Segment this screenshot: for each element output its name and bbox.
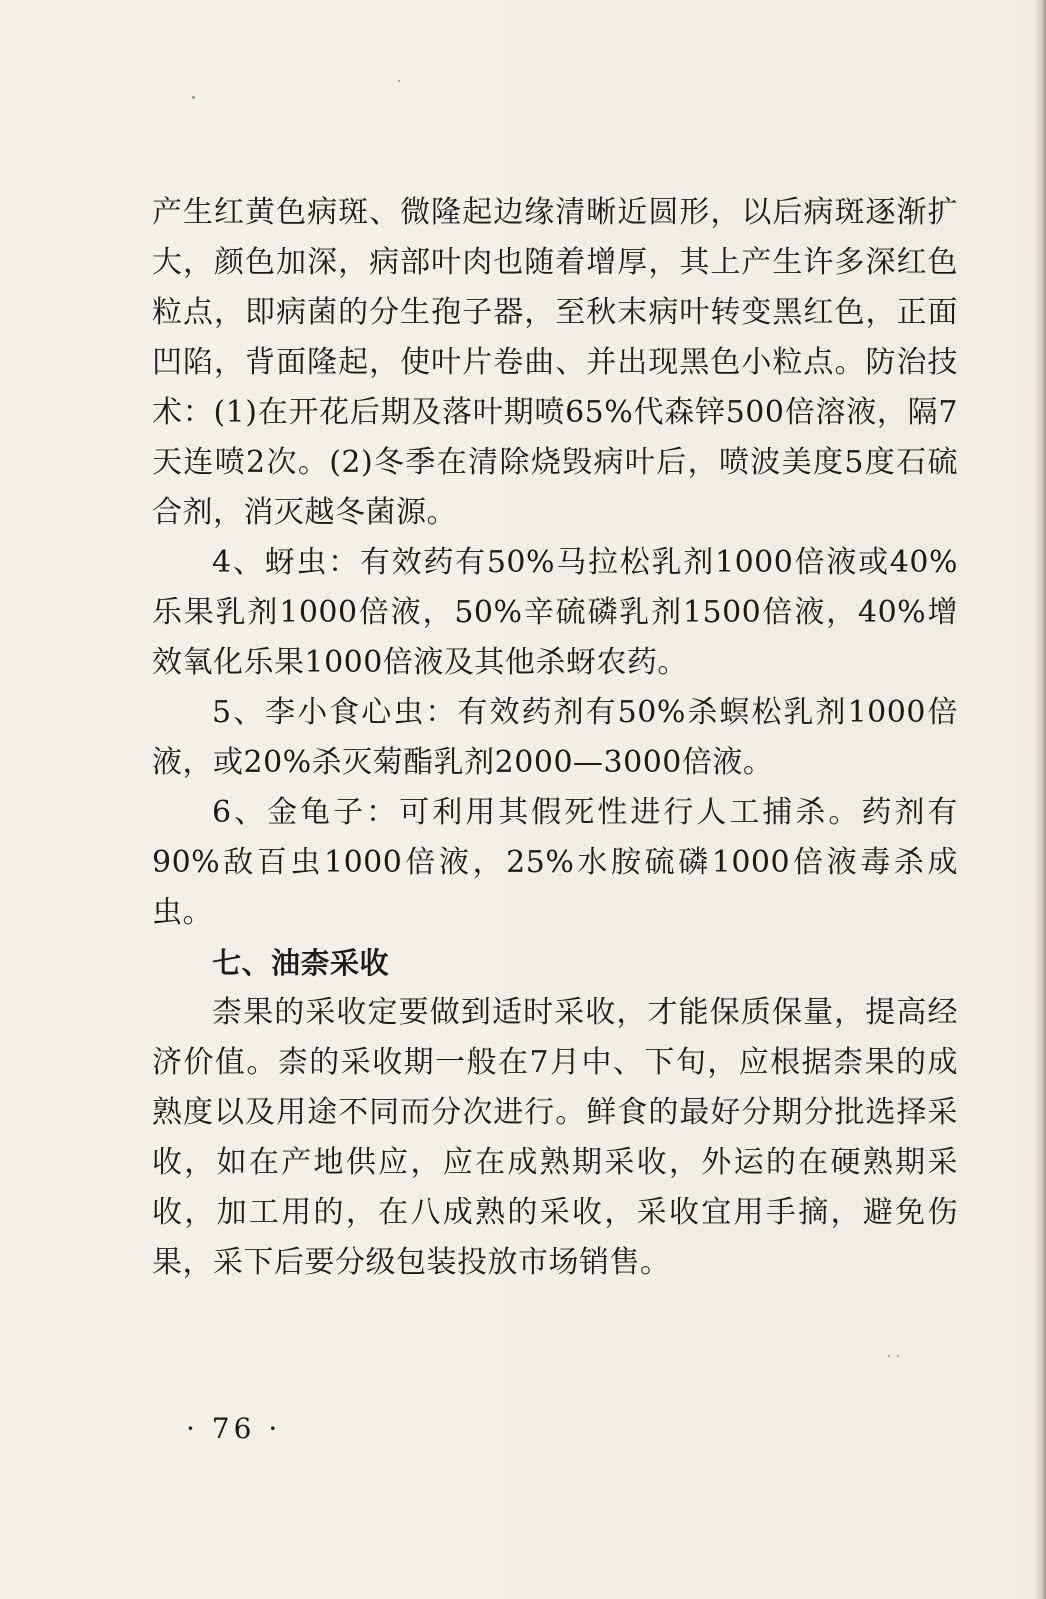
paper-speck [192,96,195,99]
paragraph-harvest: 柰果的采收定要做到适时采收，才能保质保量，提高经济价值。柰的采收期一般在7月中、下旬，应根据柰果的成熟度以及用途不同而分次进行。鲜食的最好分期分批选择采收，如在产地供应，应在成熟期采收，外运的在硬熟期采收，加工用的，在八成熟的采收，采收宜用手摘，避免伤果，采下后要分级包装投放市场销售。 [152,995,958,1280]
page-number: · 76 · [186,1412,282,1445]
paragraph-plum-fruit-moth: 5、李小食心虫：有效药剂有50%杀螟松乳剂1000倍液，或20%杀灭菊酯乳剂2000—3000倍液。 [152,695,958,780]
paragraph: 产生红黄色病斑、微隆起边缘清晰近圆形，以后病斑逐渐扩大，颜色加深，病部叶肉也随着增厚，其上产生许多深红色粒点，即病菌的分生孢子器，至秋末病叶转变黑红色，正面凹陷，背面隆起，使叶片卷曲、并出现黑色小粒点。防治技术：(1)在开花后期及落叶期喷65%代森锌500倍溶液，隔7天连喷2次。(2)冬季在清除烧毁病叶后，喷波美度5度石硫合剂，消灭越冬菌源。 [152,195,958,530]
page-edge-shadow [1034,0,1046,1599]
paper-speck [888,1355,890,1357]
section-heading: 七、油柰采收 [212,946,390,980]
paper-speck [398,80,400,82]
paper-speck [897,1355,899,1357]
paragraph-aphids: 4、蚜虫：有效药有50%马拉松乳剂1000倍液或40%乐果乳剂1000倍液，50%辛硫磷乳剂1500倍液，40%增效氧化乐果1000倍液及其他杀蚜农药。 [152,545,958,680]
body-text [152,188,958,1288]
paragraph-chafer-beetle: 6、金龟子：可利用其假死性进行人工捕杀。药剂有90%敌百虫1000倍液，25%水胺硫磷1000倍液毒杀成虫。 [152,795,958,930]
